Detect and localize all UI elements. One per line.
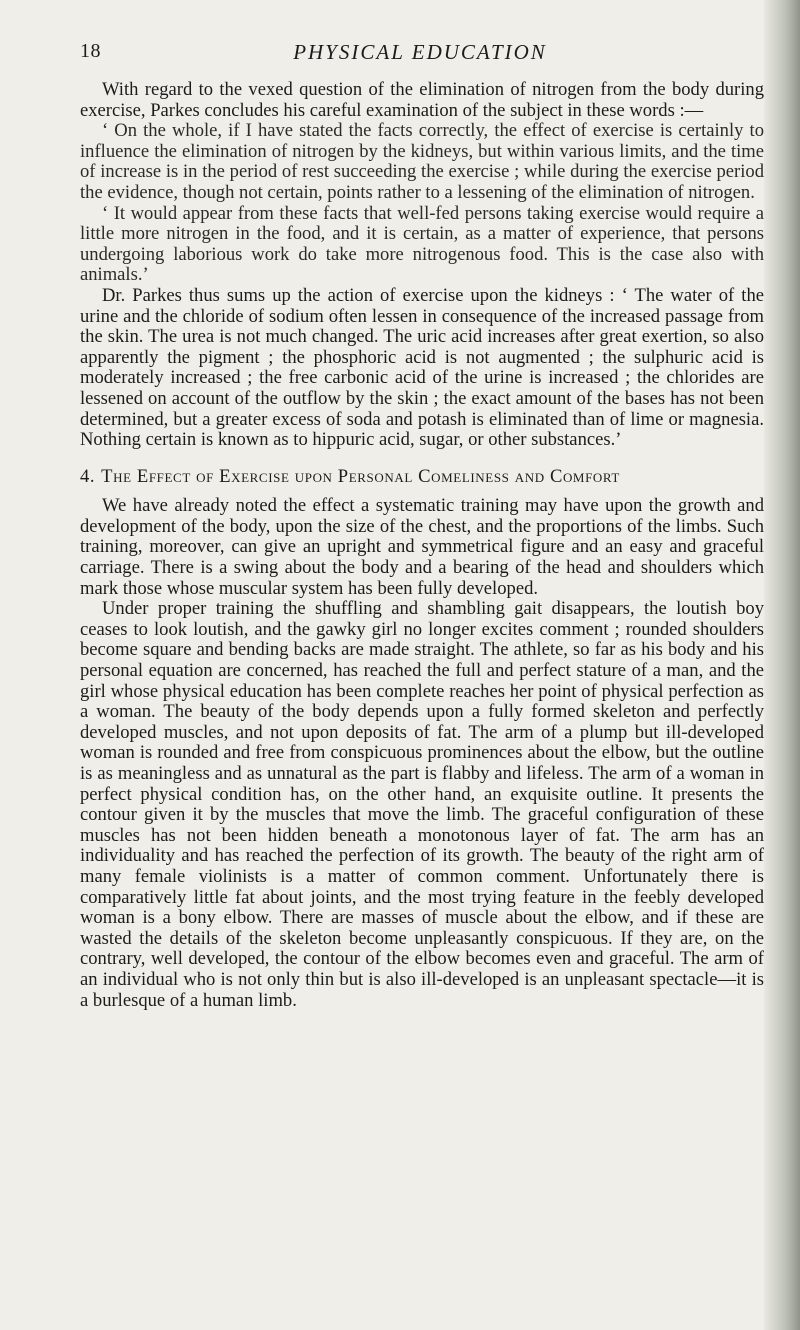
quoted-paragraph: ‘ It would appear from these facts that well-fed persons taking exercise would require a little more nitrogen in the food, and it is certain, as a matter of experience, that persons undergoing laborious work do take more nitrogenous food. This is the case also with animals.’ xyxy=(80,202,764,286)
page-header xyxy=(80,40,760,70)
section-number: 4. xyxy=(80,465,96,487)
section-heading xyxy=(80,467,764,488)
page-number: 18 xyxy=(80,40,101,62)
scan-edge-shadow xyxy=(764,0,800,1330)
section-title: The Effect of Exercise upon Personal Comeliness and Comfort xyxy=(101,465,620,487)
paragraph: With regard to the vexed question of the elimination of nitrogen from the body during exercise, Parkes concludes his careful examination of the subject in these words :— xyxy=(80,79,764,121)
paragraph: Dr. Parkes thus sums up the action of exercise upon the kidneys : ‘ The water of the urine and the chloride of sodium often lessen in consequence of the increased passage from the skin. The urea is not much changed. The uric acid increases after great exertion, so also apparently the pigment ; the phosphoric acid is not augmented ; the sulphuric acid is moderately increased ; the free carbonic acid of the urine is increased ; the chlorides are lessened on account of the outflow by the skin ; the exact amount of the bases has not been determined, but a greater excess of soda and potash is eliminated than of lime or magnesia. Nothing certain is known as to hippuric acid, sugar, or other substances.’ xyxy=(80,284,764,451)
paragraph: Under proper training the shuffling and shambling gait disappears, the loutish boy ceases to look loutish, and the gawky girl no longer excites comment ; rounded shoulders become square and bending backs are made straight. The athlete, so far as his body and his personal equation are concerned, has reached the full and perfect stature of a man, and the girl whose physical education has been complete reaches her point of physical perfection as a woman. The beauty of the body depends upon a fully formed skeleton and perfectly developed muscles, and not upon deposits of fat. The arm of a plump but ill-developed woman is rounded and free from conspicuous prominences about the elbow, but the outline is as meaningless and as unnatural as the part is flabby and lifeless. The arm of a woman in perfect physical condition has, on the other hand, an exquisite outline. It presents the contour given it by the muscles that move the limb. The graceful configuration of these muscles has not been hidden beneath a monotonous layer of fat. The arm has an individuality and has reached the perfection of its growth. The beauty of the right arm of many female violinists is a matter of common comment. Unfortunately there is comparatively little fat about joints, and the most trying feature in the feebly developed woman is a bony elbow. There are masses of muscle about the elbow, and if these are wasted the details of the skeleton become unpleasantly conspicuous. If they are, on the contrary, well developed, the contour of the elbow becomes even and graceful. The arm of an individual who is not only thin but is also ill-developed is an unpleasant spectacle—it is a burlesque of a human limb. xyxy=(80,598,764,1011)
paragraph: We have already noted the effect a systematic training may have upon the growth and development of the body, upon the size of the chest, and the proportions of the limbs. Such training, moreover, can give an upright and symmetrical figure and an easy and graceful carriage. There is a swing about the body and a bearing of the head and shoulders which mark those whose muscular system has been fully developed. xyxy=(80,495,764,599)
running-title: PHYSICAL EDUCATION xyxy=(293,40,547,64)
quoted-paragraph: ‘ On the whole, if I have stated the facts correctly, the effect of exercise is certainly to influence the elimination of nitrogen by the kidneys, but within various limits, and the time of increase is in the period of rest succeeding the exercise ; while during the exercise period the evidence, though not certain, points rather to a lessening of the elimination of nitrogen. xyxy=(80,120,764,203)
body-text xyxy=(80,80,764,1011)
